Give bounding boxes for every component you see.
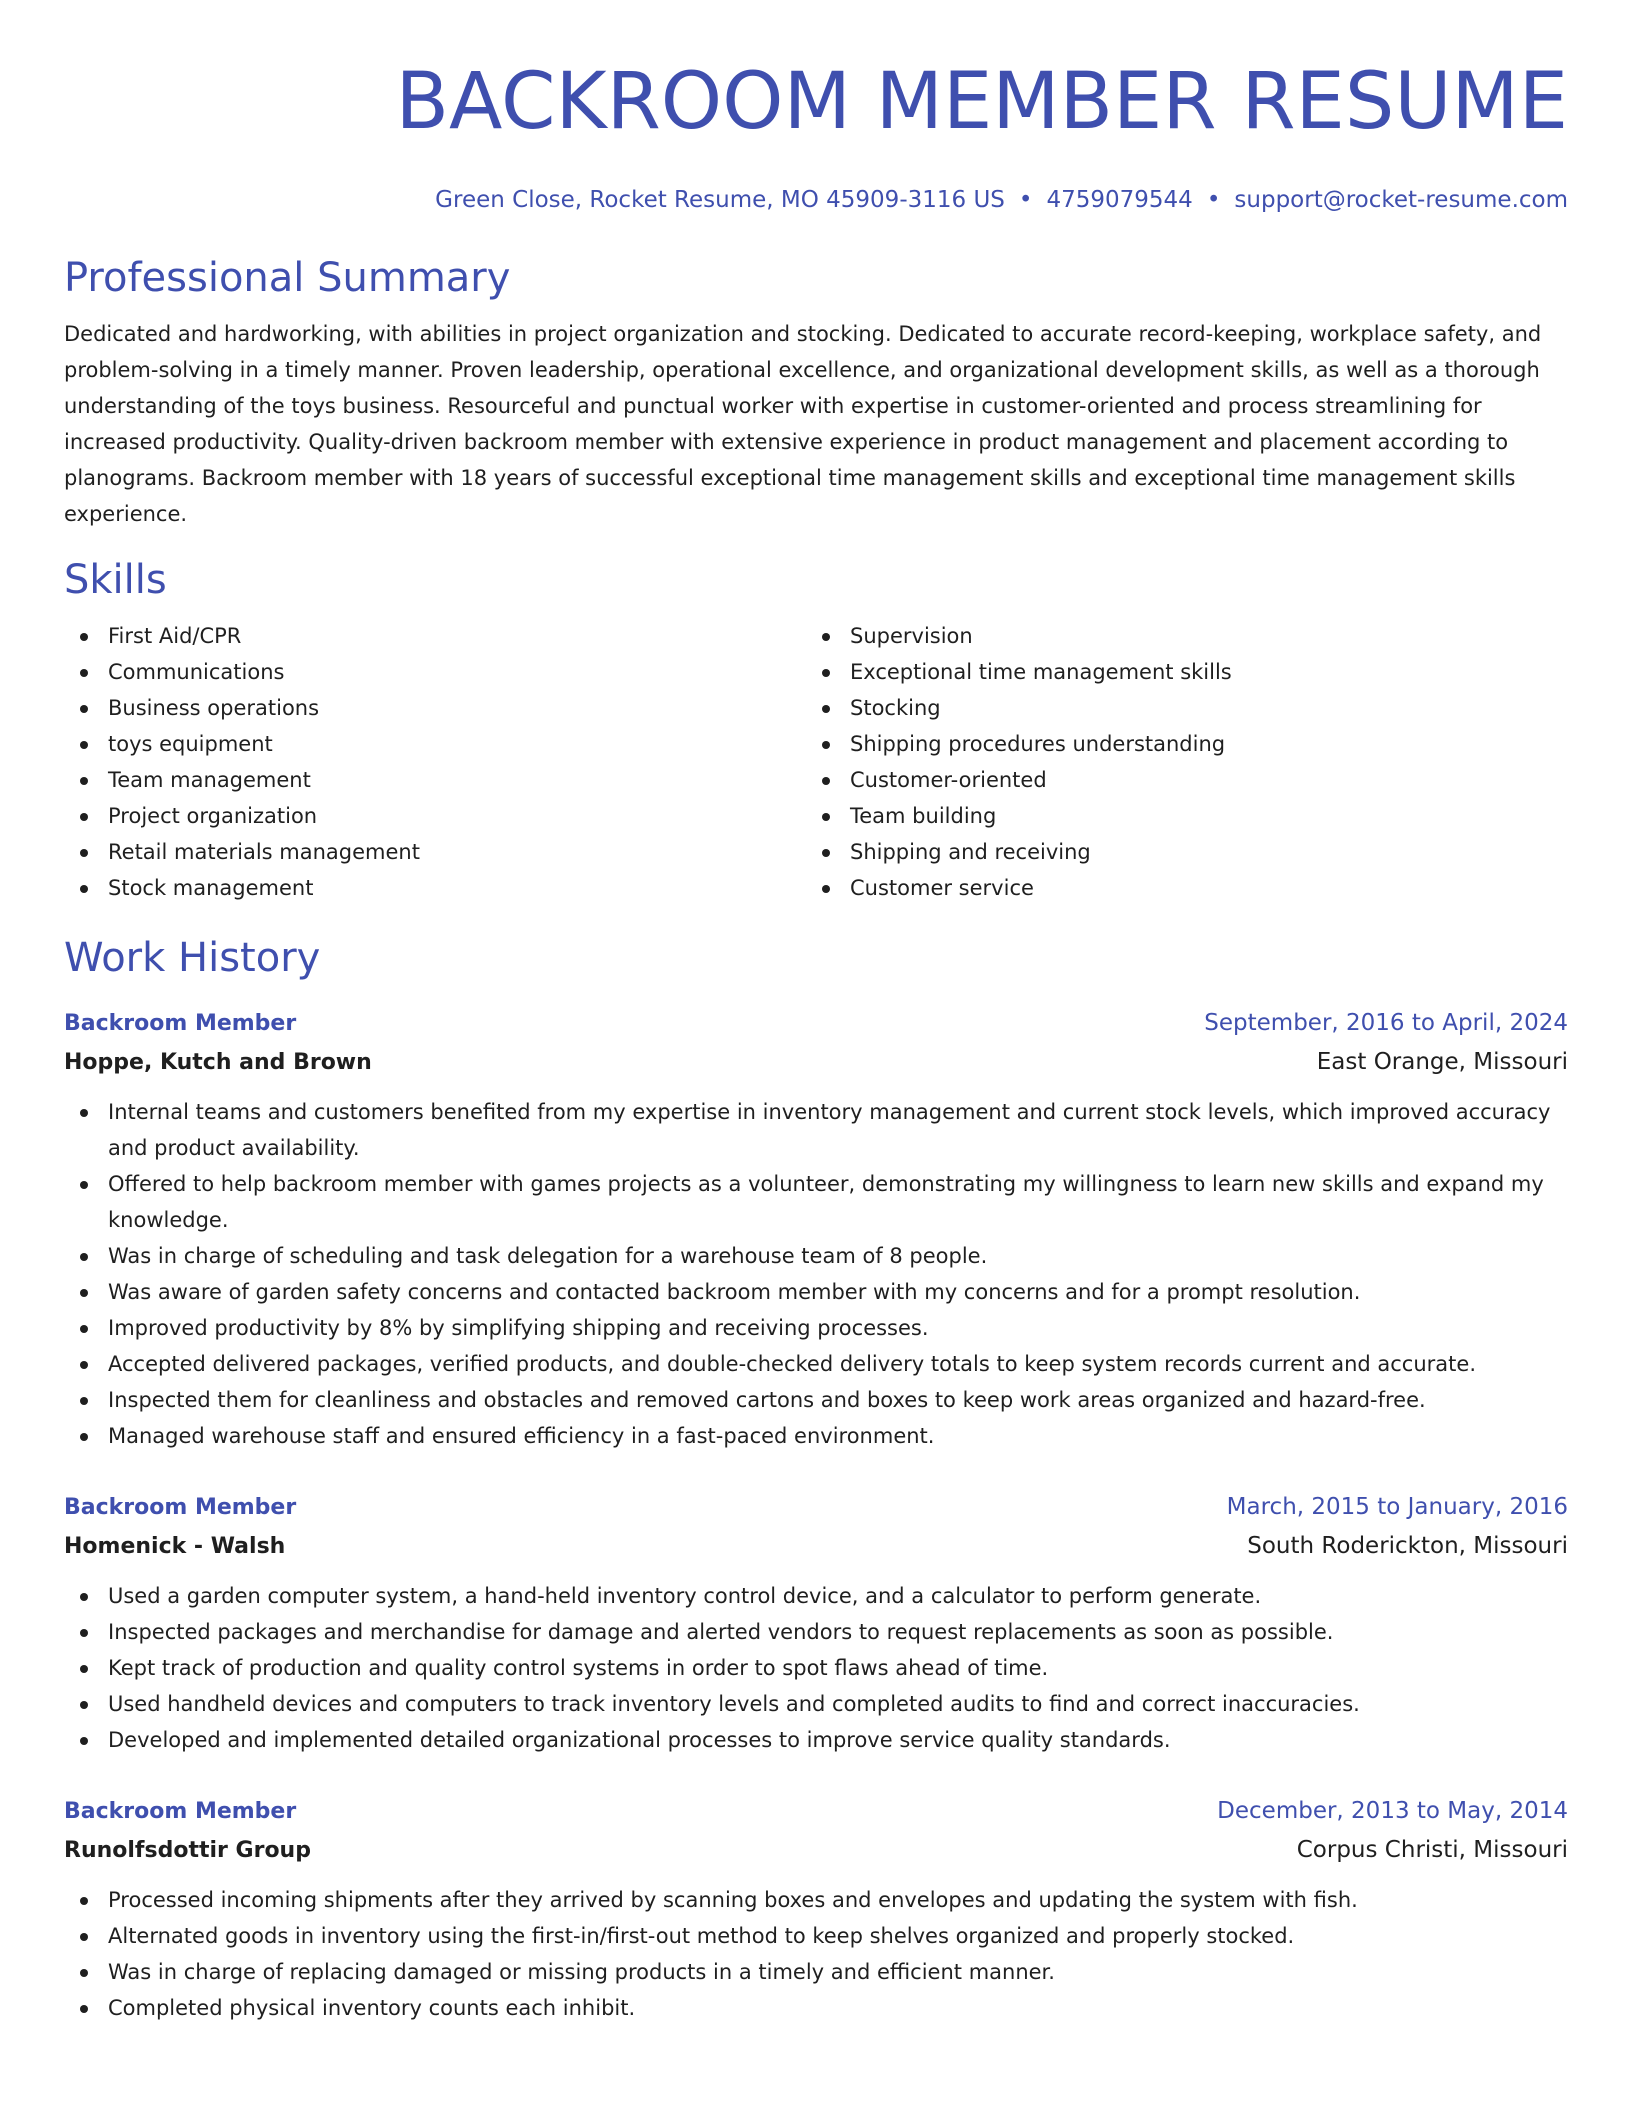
job-duty-item: Completed physical inventory counts each inhibit. <box>64 1990 1568 2026</box>
skill-item: First Aid/CPR <box>64 618 806 654</box>
job-duty-item: Was in charge of replacing damaged or missing products in a timely and efficient manner. <box>64 1954 1568 1990</box>
job-duty-item: Kept track of production and quality control systems in order to spot flaws ahead of time. <box>64 1650 1568 1686</box>
job-company-row <box>64 1831 1568 1870</box>
skill-item: Team management <box>64 762 806 798</box>
resume-page <box>64 0 1568 2026</box>
skills-grid <box>64 618 1568 906</box>
skill-item: Communications <box>64 654 806 690</box>
skill-item: Shipping and receiving <box>806 834 1548 870</box>
job-duty-item: Developed and implemented detailed organizational processes to improve service quality standards. <box>64 1722 1568 1758</box>
contact-email: support@rocket-resume.com <box>1234 187 1568 213</box>
skill-item: Business operations <box>64 690 806 726</box>
job-location: South Roderickton, Missouri <box>1247 1533 1568 1559</box>
job-duty-item: Inspected packages and merchandise for damage and alerted vendors to request replacements as soon as possible. <box>64 1614 1568 1650</box>
job-header-row <box>64 1004 1568 1043</box>
job-title: Backroom Member <box>64 1011 297 1036</box>
job-duty-item: Processed incoming shipments after they arrived by scanning boxes and envelopes and updating the system with fish. <box>64 1882 1568 1918</box>
work-history-heading: Work History <box>64 935 321 981</box>
job-duty-item: Accepted delivered packages, verified products, and double-checked delivery totals to keep system records current and accurate. <box>64 1346 1568 1382</box>
skill-item: Stocking <box>806 690 1548 726</box>
job-duty-item: Was aware of garden safety concerns and contacted backroom member with my concerns and for a prompt resolution. <box>64 1274 1568 1310</box>
skill-item: Customer service <box>806 870 1548 906</box>
job-dates: March, 2015 to January, 2016 <box>1226 1494 1568 1520</box>
contact-address: Green Close, Rocket Resume, MO 45909-3116 US <box>435 187 1005 213</box>
job-dates: September, 2016 to April, 2024 <box>1204 1010 1568 1036</box>
contact-separator: • <box>1206 187 1221 213</box>
job-duty-item: Managed warehouse staff and ensured efficiency in a fast-paced environment. <box>64 1418 1568 1454</box>
job-company: Homenick - Walsh <box>64 1534 286 1559</box>
job-dates: December, 2013 to May, 2014 <box>1217 1798 1568 1824</box>
skill-item: Project organization <box>64 798 806 834</box>
job-location: East Orange, Missouri <box>1316 1049 1568 1075</box>
job-duty-item: Alternated goods in inventory using the first-in/first-out method to keep shelves organized and properly stocked. <box>64 1918 1568 1954</box>
job-duties <box>64 1882 1568 2026</box>
job-duty-item: Used a garden computer system, a hand-held inventory control device, and a calculator to perform generate. <box>64 1578 1568 1614</box>
job-company-row <box>64 1043 1568 1082</box>
job-company-row <box>64 1527 1568 1566</box>
job-duty-item: Offered to help backroom member with games projects as a volunteer, demonstrating my willingness to learn new skills and expand my knowledge. <box>64 1166 1568 1238</box>
skill-item: Retail materials management <box>64 834 806 870</box>
skill-item: Team building <box>806 798 1548 834</box>
job-duty-item: Used handheld devices and computers to track inventory levels and completed audits to find and correct inaccuracies. <box>64 1686 1568 1722</box>
skills-column-right <box>806 618 1548 906</box>
summary-heading: Professional Summary <box>64 255 511 301</box>
job-company: Hoppe, Kutch and Brown <box>64 1050 372 1075</box>
job-title: Backroom Member <box>64 1799 297 1824</box>
job-duties <box>64 1094 1568 1454</box>
skills-column-left <box>64 618 806 906</box>
contact-line <box>64 184 1568 216</box>
summary-text: Dedicated and hardworking, with abilities in project organization and stocking. Dedicated to accurate record-keeping, workplace safety, and problem-solving in a timely manner. Proven leadership, operational excellence, and organizational development skills, as well as a thorough understanding of the toys business. Resourceful and punctual worker with expertise in customer-oriented and process streamlining for increased productivity. Quality-driven backroom member with extensive experience in product management and placement according to planograms. Backroom member with 18 years of successful exceptional time management skills and exceptional time management skills experience. <box>64 322 1542 526</box>
skill-item: Shipping procedures understanding <box>806 726 1548 762</box>
job-duty-item: Was in charge of scheduling and task delegation for a warehouse team of 8 people. <box>64 1238 1568 1274</box>
job-title: Backroom Member <box>64 1495 297 1520</box>
skills-heading: Skills <box>64 557 167 603</box>
job-header-row <box>64 1792 1568 1831</box>
job-duties <box>64 1578 1568 1758</box>
contact-separator: • <box>1018 187 1033 213</box>
job-duty-item: Improved productivity by 8% by simplifying shipping and receiving processes. <box>64 1310 1568 1346</box>
job-company: Runolfsdottir Group <box>64 1838 311 1863</box>
job-header-row <box>64 1488 1568 1527</box>
resume-title: BACKROOM MEMBER RESUME <box>395 57 1568 147</box>
job-entry <box>64 1488 1568 1758</box>
skill-item: toys equipment <box>64 726 806 762</box>
skill-item: Customer-oriented <box>806 762 1548 798</box>
job-duty-item: Internal teams and customers benefited from my expertise in inventory management and current stock levels, which improved accuracy and product availability. <box>64 1094 1568 1166</box>
job-location: Corpus Christi, Missouri <box>1296 1837 1568 1863</box>
job-entry <box>64 1004 1568 1454</box>
skill-item: Exceptional time management skills <box>806 654 1548 690</box>
skill-item: Stock management <box>64 870 806 906</box>
job-entry <box>64 1792 1568 2026</box>
contact-phone: 4759079544 <box>1046 187 1193 213</box>
job-duty-item: Inspected them for cleanliness and obstacles and removed cartons and boxes to keep work areas organized and hazard-free. <box>64 1382 1568 1418</box>
skill-item: Supervision <box>806 618 1548 654</box>
